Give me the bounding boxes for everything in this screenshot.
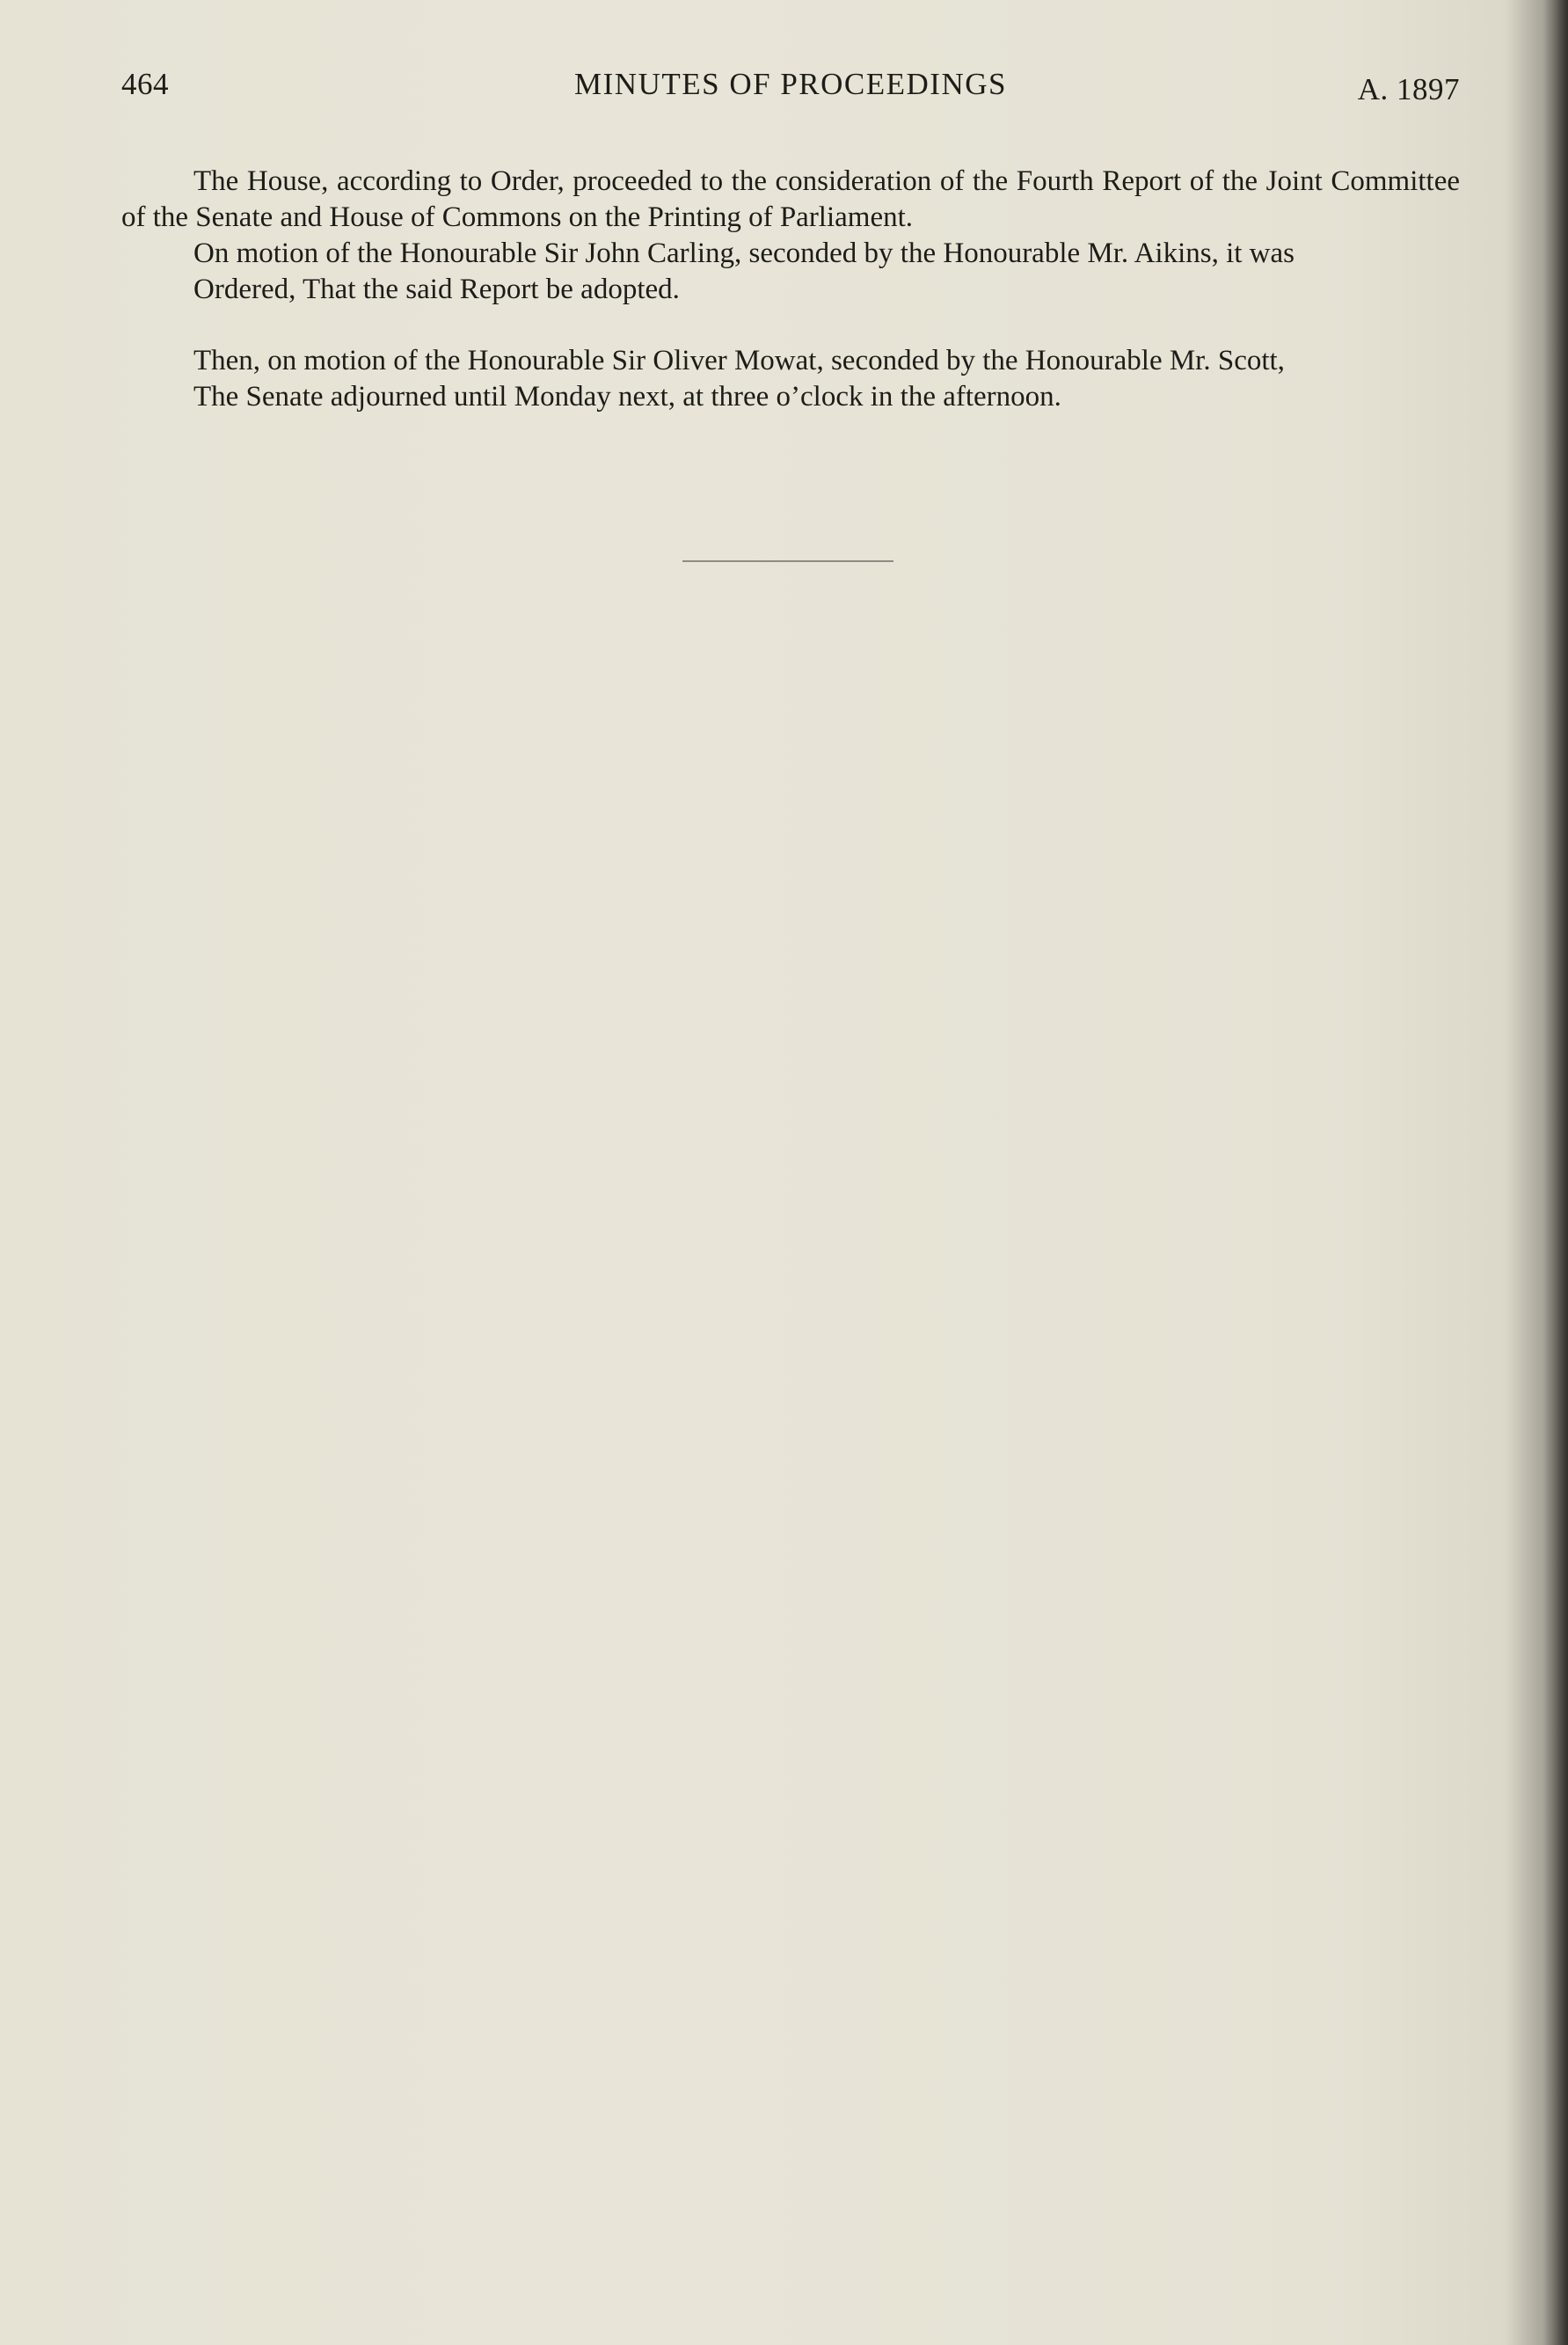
binding-shadow — [1543, 0, 1568, 2345]
running-title: MINUTES OF PROCEEDINGS — [574, 67, 1007, 101]
paragraph-motion-carling: On motion of the Honourable Sir John Carling, seconded by the Honourable Mr. Aikins, it was — [193, 237, 1295, 269]
page-number: 464 — [121, 67, 169, 101]
session-year: A. 1897 — [1357, 72, 1460, 106]
paragraph-motion-mowat: Then, on motion of the Honourable Sir Oliver Mowat, seconded by the Honourable Mr. Scott, — [193, 345, 1285, 376]
paragraph-report-adopted: Ordered, That the said Report be adopted. — [193, 274, 680, 305]
minutes-body — [121, 164, 1460, 415]
paragraph-report-consideration: The House, according to Order, proceeded to the consideration of the Fourth Report of the Joint Committee of the Senate and House of Commons on the Printing of Parliament. — [121, 165, 1460, 233]
paragraph-senate-adjourned: The Senate adjourned until Monday next, at three o’clock in the afternoon. — [193, 381, 1061, 413]
section-divider — [682, 560, 893, 562]
page-header — [121, 67, 1460, 111]
